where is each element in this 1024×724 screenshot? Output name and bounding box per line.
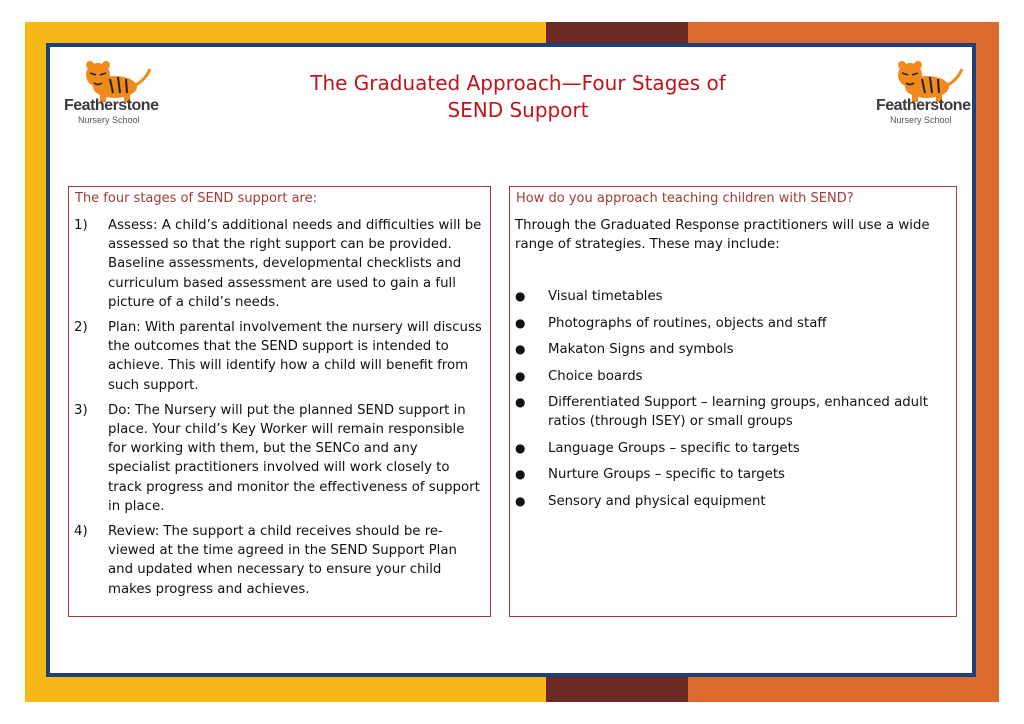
list-item-text: Differentiated Support – learning groups, enhanced adult ratios (through ISEY) or small groups <box>548 395 929 429</box>
band-top-maroon <box>546 22 688 43</box>
logo-subtitle: Nursery School <box>890 115 952 125</box>
list-item <box>515 465 955 484</box>
list-item <box>515 340 955 359</box>
band-bottom-orange <box>688 677 999 702</box>
stage-number: 3) <box>74 402 88 418</box>
bullet-icon: ● <box>515 368 526 383</box>
list-item-text: Visual timetables <box>548 289 663 304</box>
strategies-list <box>515 287 955 518</box>
page-title-line-1: The Graduated Approach—Four Stages of <box>310 71 726 95</box>
stage-number: 4) <box>74 524 88 540</box>
list-item <box>515 287 955 306</box>
approach-heading: How do you approach teaching children with SEND? <box>516 191 854 206</box>
stage-item <box>74 318 484 395</box>
stages-heading: The four stages of SEND support are: <box>75 191 317 206</box>
stages-list <box>74 216 484 605</box>
band-left-yellow <box>25 22 46 702</box>
bullet-icon: ● <box>515 395 526 409</box>
stage-number: 2) <box>74 320 88 336</box>
bullet-icon: ● <box>515 342 526 356</box>
list-item-text: Photographs of routines, objects and staff <box>548 315 827 331</box>
logo-wordmark: Featherstone <box>876 97 971 114</box>
list-item-text: Nurture Groups – specific to targets <box>548 467 785 482</box>
list-item <box>515 439 955 458</box>
list-item-text: Choice boards <box>548 368 643 384</box>
approach-panel <box>509 186 957 617</box>
band-bottom-maroon <box>546 677 688 702</box>
stage-item <box>74 401 484 516</box>
band-top-yellow <box>25 22 546 43</box>
stage-text: Do: The Nursery will put the planned SEND support in place. Your child’s Key Worker will remain responsible for working with them, but the SENCo and any specialist practitioners involved will work closely to track progress and monitor the effectiveness of support in place. <box>108 402 480 514</box>
school-logo-right <box>872 57 972 129</box>
band-bottom-yellow <box>25 677 546 702</box>
bullet-icon: ● <box>515 467 526 481</box>
page-title-line-2: SEND Support <box>447 98 589 122</box>
bullet-icon: ● <box>515 315 526 330</box>
stages-panel <box>68 186 491 617</box>
approach-intro: Through the Graduated Response practitioners will use a wide range of strategies. These may include: <box>515 218 930 252</box>
list-item-text: Makaton Signs and symbols <box>548 342 734 357</box>
stage-text: Assess: A child’s additional needs and difficulties will be assessed so that the right support can be provided. Baseline assessments, developmental checklists and curriculum based assessment are used to gain a full picture of a child’s needs. <box>108 218 482 310</box>
band-right-orange <box>976 22 999 702</box>
list-item-text: Language Groups – specific to targets <box>548 440 800 456</box>
list-item <box>515 393 955 431</box>
logo-wordmark: Featherstone <box>64 97 159 114</box>
school-logo-left <box>60 57 160 129</box>
stage-text: Plan: With parental involvement the nursery will discuss the outcomes that the SEND support is intended to achieve. This will identify how a child will benefit from such support. <box>108 320 482 393</box>
list-item-text: Sensory and physical equipment <box>548 493 766 509</box>
page-title <box>250 70 786 124</box>
stage-text: Review: The support a child receives should be re-viewed at the time agreed in the SEND Support Plan and updated when necessary to ensure your child makes progress and achieves. <box>108 524 457 597</box>
stage-item <box>74 216 484 312</box>
bullet-icon: ● <box>515 493 526 508</box>
stage-item <box>74 522 484 599</box>
band-top-orange <box>688 22 999 43</box>
list-item <box>515 492 955 511</box>
stage-number: 1) <box>74 218 88 233</box>
list-item <box>515 367 955 386</box>
list-item <box>515 314 955 333</box>
logo-subtitle: Nursery School <box>78 115 140 125</box>
bullet-icon: ● <box>515 440 526 455</box>
bullet-icon: ● <box>515 289 526 303</box>
